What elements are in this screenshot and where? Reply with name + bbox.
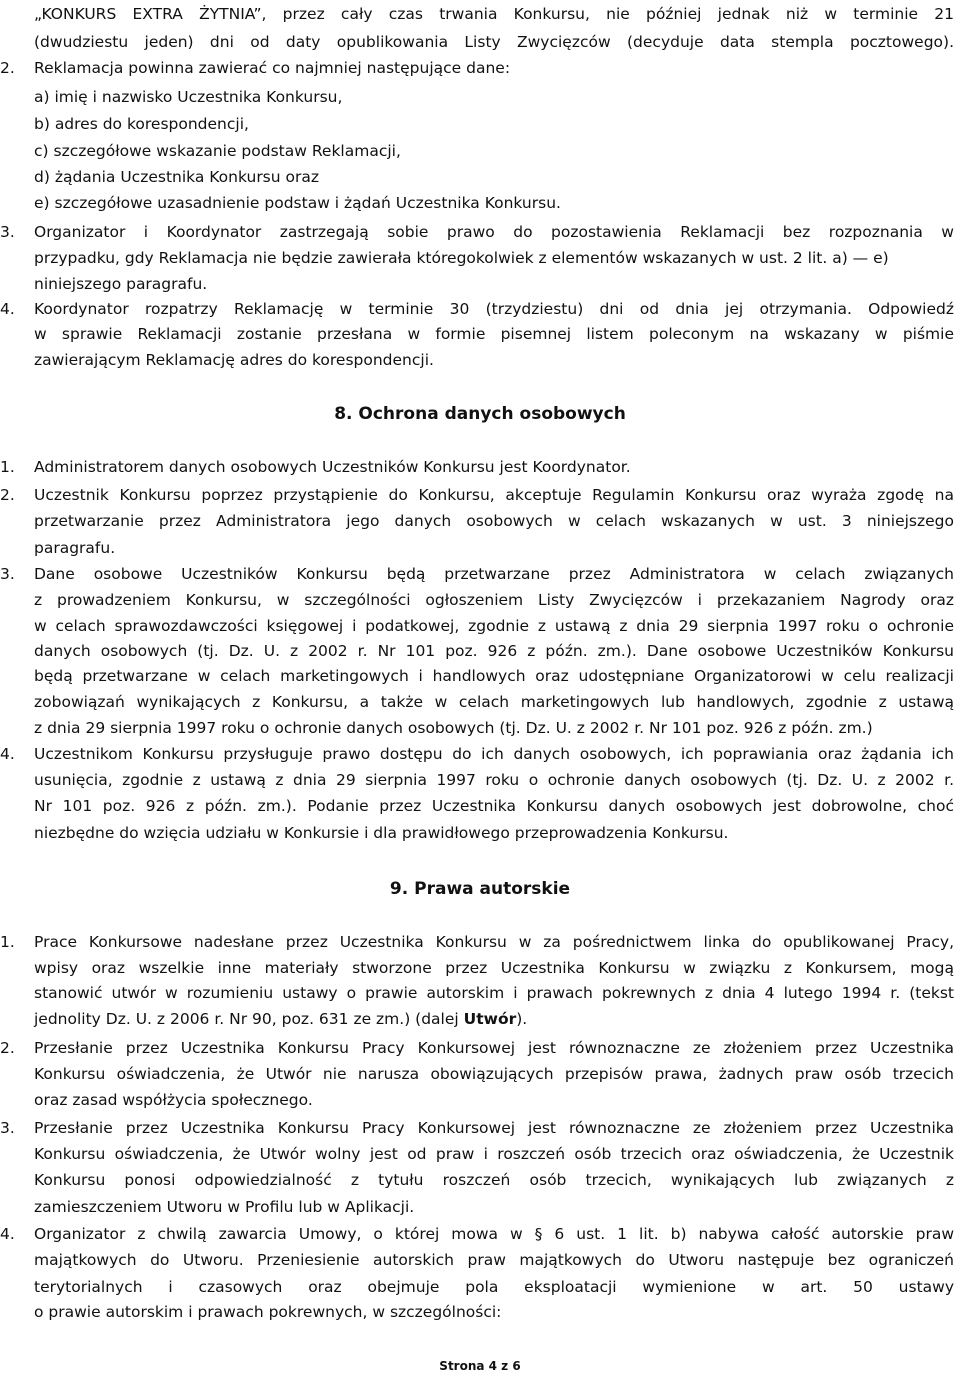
utwor-term: Utwór [463,1010,517,1028]
section9-item-1-line: stanowić utwór w rozumieniu ustawy o prawie autorskim i prawach pokrewnych z dnia 4 lutego 1994 r. (tekst [34,984,954,1002]
section-title: Ochrona danych osobowych [358,404,626,424]
section8-item-4-line: Nr 101 poz. 926 z późn. zm.). Podanie przez Uczestnika Konkursu danych osobowych jest dobrowolne, choć [34,797,954,815]
section9-item-4-line: majątkowych do Utworu. Przeniesienie autorskich praw majątkowych do Utworu następuje bez ograniczeń [34,1251,954,1269]
reklamacja-item-3-line: Organizator i Koordynator zastrzegają sobie prawo do pozostawienia Reklamacji bez rozpoznania w [34,223,954,241]
section9-item-1-line: Prace Konkursowe nadesłane przez Uczestnika Konkursu w za pośrednictwem linka do opublikowanej Pracy, [34,933,954,951]
reklamacja-item-3-line: niniejszego paragrafu. [34,275,208,293]
section8-item-2-line: przetwarzanie przez Administratora jego danych osobowych w celach wskazanych w ust. 3 niniejszego [34,512,954,530]
reklamacja-item-4-line: Koordynator rozpatrzy Reklamację w terminie 30 (trzydziestu) dni od dnia jej otrzymania. Odpowiedź [34,300,954,318]
section9-item-3-line: Przesłanie przez Uczestnika Konkursu Pracy Konkursowej jest równoznaczne ze złożeniem przez Uczestnika [34,1119,954,1137]
list-item-number: 2. [0,486,15,504]
intro-line-2: (dwudziestu jeden) dni od daty opublikowania Listy Zwycięzców (decyduje data stempla pocztowego). [34,33,954,51]
reklamacja-item-4-line: zawierającym Reklamację adres do korespondencji. [34,351,434,369]
section8-item-3-line: z dnia 29 sierpnia 1997 roku o ochronie danych osobowych (tj. Dz. U. z 2002 r. Nr 101 poz. 926 z późn. zm.) [34,719,873,737]
section8-item-3-line: będą przetwarzane w celach marketingowych i handlowych oraz udostępniane Organizatorowi w celu realizacji [34,667,954,685]
section-number: 8. [334,404,353,424]
section8-item-3-line: z prowadzeniem Konkursu, w szczególności ogłoszeniem Listy Zwycięzców i przekazaniem Nagrody oraz [34,591,954,609]
section9-item-4-line: o prawie autorskim i prawach pokrewnych, w szczególności: [34,1303,502,1321]
section-heading-9 [0,878,960,900]
section-title: Prawa autorskie [414,879,571,899]
section9-item-2-line: Konkursu oświadczenia, że Utwór nie narusza obowiązujących przepisów prawa, żadnych praw osób trzecich [34,1065,954,1083]
reklamacja-sub-b: b) adres do korespondencji, [34,115,249,133]
list-item-number: 3. [0,565,15,583]
reklamacja-sub-d: d) żądania Uczestnika Konkursu oraz [34,168,320,186]
section8-item-3-line: zobowiązań wynikających z Konkursu, a także w celach marketingowych lub handlowych, zgodnie z ustawą [34,693,954,711]
section9-item-3-line: Konkursu oświadczenia, że Utwór wolny jest od praw i roszczeń osób trzecich oraz oświadczenia, że Uczestnik [34,1145,954,1163]
section9-item-1-line: wpisy oraz wszelkie inne materiały stworzone przez Uczestnika Konkursu w związku z Konkursem, mogą [34,959,954,977]
section9-item-1-last-prefix: jednolity Dz. U. z 2006 r. Nr 90, poz. 631 ze zm.) (dalej [34,1010,464,1028]
section8-item-3-line: w celach sprawozdawczości księgowej i podatkowej, zgodnie z ustawą z dnia 29 sierpnia 1997 roku o ochronie [34,617,954,635]
reklamacja-sub-e: e) szczegółowe uzasadnienie podstaw i żądań Uczestnika Konkursu. [34,194,561,212]
section9-item-3-line: zamieszczeniem Utworu w Profilu lub w Aplikacji. [34,1198,415,1216]
section9-item-2-line: oraz zasad współżycia społecznego. [34,1091,313,1109]
list-item-number: 4. [0,300,15,318]
list-item-number: 3. [0,223,15,241]
section9-item-4-line: terytorialnych i czasowych oraz obejmuje pola eksploatacji wymienione w art. 50 ustawy [34,1278,954,1296]
section8-item-3-line: Dane osobowe Uczestników Konkursu będą przetwarzane przez Administratora w celach związanych [34,565,954,583]
section8-item-4-line: niezbędne do wzięcia udziału w Konkursie i dla prawidłowego przeprowadzenia Konkursu. [34,824,729,842]
list-item-number: 4. [0,1225,15,1243]
reklamacja-item-3-line: przypadku, gdy Reklamacja nie będzie zawierała któregokolwiek z elementów wskazanych w ust. 2 lit. a) — e) [34,249,889,267]
list-item-number: 3. [0,1119,15,1137]
list-item-number: 1. [0,933,15,951]
section8-item-2-line: Uczestnik Konkursu poprzez przystąpienie do Konkursu, akceptuje Regulamin Konkursu oraz wyraża zgodę na [34,486,954,504]
section9-item-1-line [34,1009,527,1029]
section8-item-3-line: danych osobowych (tj. Dz. U. z 2002 r. Nr 101 poz. 926 z późn. zm.). Dane osobowe Uczestników Konkursu [34,642,954,660]
page-number-footer: Strona 4 z 6 [439,1359,521,1373]
list-item-number: 2. [0,1039,15,1057]
section-number: 9. [389,879,409,899]
list-item-number: 2. [0,59,15,77]
section9-item-3-line: Konkursu ponosi odpowiedzialność z tytułu roszczeń osób trzecich, wynikających lub związanych z [34,1171,954,1189]
section8-item-4-line: Uczestnikom Konkursu przysługuje prawo dostępu do ich danych osobowych, ich poprawiania oraz żądania ich [34,745,954,763]
reklamacja-item-4-line: w sprawie Reklamacji zostanie przesłana w formie pisemnej listem poleconym na wskazany w piśmie [34,325,954,343]
section9-item-2-line: Przesłanie przez Uczestnika Konkursu Pracy Konkursowej jest równoznaczne ze złożeniem przez Uczestnika [34,1039,954,1057]
list-item-number: 4. [0,745,15,763]
section9-item-4-line: Organizator z chwilą zawarcia Umowy, o której mowa w § 6 ust. 1 lit. b) nabywa całość autorskie praw [34,1225,954,1243]
section-heading-8 [0,403,960,425]
reklamacja-sub-c: c) szczegółowe wskazanie podstaw Reklamacji, [34,142,401,160]
reklamacja-item-2: Reklamacja powinna zawierać co najmniej następujące dane: [34,59,511,77]
section8-item-2-line: paragrafu. [34,539,116,557]
section8-item-4-line: usunięcia, zgodnie z ustawą z dnia 29 sierpnia 1997 roku o ochronie danych osobowych (tj. Dz. U. z 2002 r. [34,771,954,789]
section9-item-1-last-suffix: ). [516,1010,528,1028]
reklamacja-sub-a: a) imię i nazwisko Uczestnika Konkursu, [34,88,343,106]
list-item-number: 1. [0,458,15,476]
intro-line-1: „KONKURS EXTRA ŻYTNIA”, przez cały czas trwania Konkursu, nie później jednak niż w terminie 21 [34,5,954,23]
section8-item-1: Administratorem danych osobowych Uczestników Konkursu jest Koordynator. [34,458,631,476]
